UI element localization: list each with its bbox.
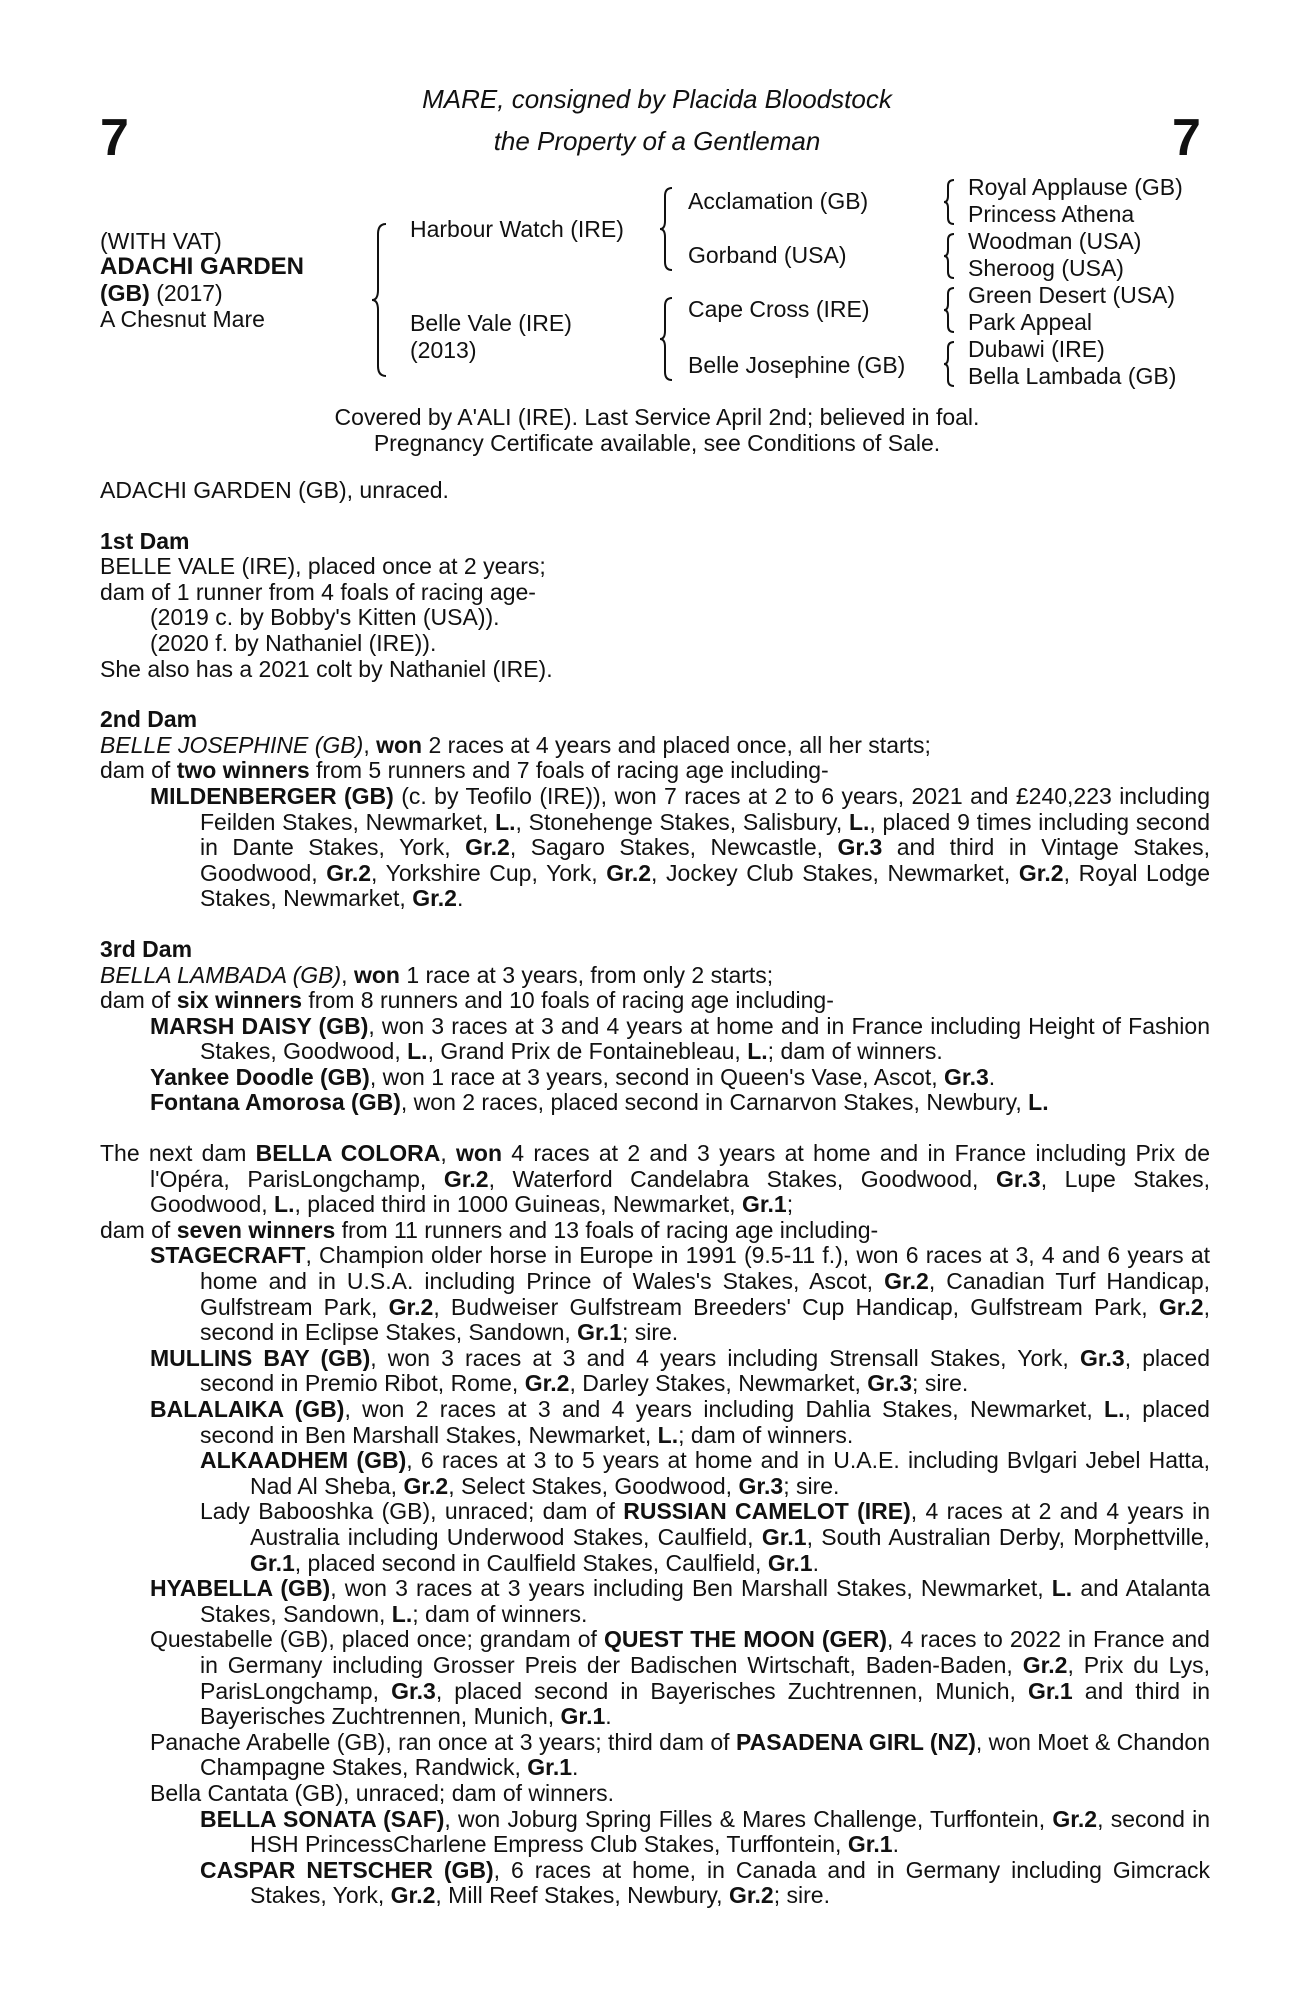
dam1-title: 1st Dam [100,527,190,554]
pedigree-sire-sire: Acclamation (GB) [688,188,869,214]
vat-label: (WITH VAT) [100,228,222,254]
next-dam-produce: dam of seven winners from 11 runners and 13 foals of racing age including- [100,1216,879,1243]
dam2-title: 2nd Dam [100,706,198,733]
pedigree-g1: Royal Applause (GB) [968,174,1183,200]
horse-name: ADACHI GARDEN [100,253,304,280]
pedigree-brace-g1 [942,178,958,226]
dam3-yankee-doodle: Yankee Doodle (GB), won 1 race at 3 years, second in Queen's Vase, Ascot, Gr.3. [150,1063,996,1090]
dam3-marsh-daisy: MARSH DAISY (GB), won 3 races at 3 and 4 years at home and in France including Height of Fashion Stakes, Goodwood, L., Grand Prix de Fontainebleau, L.; dam of winners. [150,1012,1210,1065]
dam3-fontana-amorosa: Fontana Amorosa (GB), won 2 races, placed second in Carnarvon Stakes, Newbury, L. [150,1089,1049,1116]
pedigree-g8: Bella Lambada (GB) [968,363,1177,389]
dam3-title: 3rd Dam [100,935,193,962]
pedigree-g4: Sheroog (USA) [968,255,1124,281]
next-bella-cantata: Bella Cantata (GB), unraced; dam of winners. [150,1779,615,1806]
lot-number-left: 7 [100,109,129,167]
pedigree-brace-sire [658,186,676,272]
dam2-line-1: BELLE JOSEPHINE (GB), won 2 races at 4 years and placed once, all her starts; [100,731,931,758]
dam3-line-2: dam of six winners from 8 runners and 10 foals of racing age including- [100,987,834,1014]
horse-country-year [100,280,223,306]
pedigree-dam-sire: Cape Cross (IRE) [688,296,870,322]
next-lady-babooshka: Lady Babooshka (GB), unraced; dam of RUSSIAN CAMELOT (IRE), 4 races at 2 and 4 years in Australia including Underwood Stakes, Caulfield, Gr.1, South Australian Derby, Morphettville, Gr.1, placed second in Caulfield Stakes, Caulfield, Gr.1. [200,1498,1210,1576]
next-hyabella: HYABELLA (GB), won 3 races at 3 years including Ben Marshall Stakes, Newmarket, L. and Atalanta Stakes, Sandown, L.; dam of winners. [150,1575,1210,1627]
dam1-line-5: She also has a 2021 colt by Nathaniel (IRE). [100,655,553,682]
covered-line-2: Pregnancy Certificate available, see Conditions of Sale. [373,430,941,456]
pedigree-brace-dam [658,296,676,382]
next-questabelle: Questabelle (GB), placed once; grandam of QUEST THE MOON (GER), 4 races to 2022 in France and in Germany including Grosser Preis der Badischen Wirtschaft, Baden-Baden, Gr.2, Prix du Lys, ParisLongchamp, Gr.3, placed second in Bayerisches Zuchtrennen, Munich, Gr.1 and third in Bayerisches Zuchtrennen, Munich, Gr.1. [150,1626,1210,1730]
pedigree-brace-main [370,222,392,378]
dam1-line-2: dam of 1 runner from 4 foals of racing age- [100,578,536,605]
consignment-line: MARE, consigned by Placida Bloodstock [422,84,892,114]
property-line: the Property of a Gentleman [493,126,821,156]
catalogue-body [100,478,1210,1909]
covered-note [0,404,1314,456]
lot-number-right: 7 [1172,109,1201,167]
dam2-line-2: dam of two winners from 5 runners and 7 foals of racing age including- [100,757,829,784]
dam3-line-1: BELLA LAMBADA (GB), won 1 race at 3 years, from only 2 starts; [100,961,774,988]
pedigree-brace-g3 [942,286,958,334]
covered-line-1: Covered by A'ALI (IRE). Last Service April 2nd; believed in foal. [334,404,980,430]
horse-year: (2017) [156,280,223,306]
pedigree-brace-g2 [942,232,958,280]
pedigree-sire: Harbour Watch (IRE) [410,216,624,242]
next-caspar-netscher: CASPAR NETSCHER (GB), 6 races at home, in Canada and in Germany including Gimcrack Stakes, York, Gr.2, Mill Reef Stakes, Newbury, Gr.2; sire. [200,1856,1210,1909]
pedigree-dam-dam: Belle Josephine (GB) [688,352,906,378]
pedigree-g6: Park Appeal [968,309,1093,335]
horse-description: A Chesnut Mare [100,306,265,332]
pedigree-g7: Dubawi (IRE) [968,336,1105,362]
dam1-line-4: (2020 f. by Nathaniel (IRE)). [150,629,437,656]
next-dam-line: The next dam BELLA COLORA, won 4 races at 2 and 3 years at home and in France including Prix de l'Opéra, ParisLongchamp, Gr.2, Waterford Candelabra Stakes, Goodwood, Gr.3, Lupe Stakes, Goodwood, L., placed third in 1000 Guineas, Newmarket, Gr.1; [100,1140,1211,1218]
dam1-line-3: (2019 c. by Bobby's Kitten (USA)). [150,604,500,631]
pedigree-g2: Princess Athena [968,201,1135,227]
pedigree-dam-year: (2013) [410,337,477,363]
next-panache-arabelle: Panache Arabelle (GB), ran once at 3 years; third dam of PASADENA GIRL (NZ), won Moet & Chandon Champagne Stakes, Randwick, Gr.1. [150,1728,1210,1781]
next-bella-sonata: BELLA SONATA (SAF), won Joburg Spring Filles & Mares Challenge, Turffontein, Gr.2, second in HSH PrincessCharlene Empress Club Stakes, Turffontein, Gr.1. [200,1805,1211,1858]
dam1-line-1: BELLE VALE (IRE), placed once at 2 years; [100,553,546,580]
pedigree-sire-dam: Gorband (USA) [688,242,847,268]
intro-line: ADACHI GARDEN (GB), unraced. [100,477,449,503]
pedigree-g5: Green Desert (USA) [968,282,1176,308]
horse-country: (GB) [100,280,150,306]
pedigree-brace-g4 [942,340,958,388]
dam2-mildenberger: MILDENBERGER (GB) (c. by Teofilo (IRE)), won 7 races at 2 to 6 years, 2021 and £240,223 including Feilden Stakes, Newmarket, L., Stonehenge Stakes, Salisbury, L., placed 9 times including second in Dante Stakes, York, Gr.2, Sagaro Stakes, Newcastle, Gr.3 and third in Vintage Stakes, Goodwood, Gr.2, Yorkshire Cup, York, Gr.2, Jockey Club Stakes, Newmarket, Gr.2, Royal Lodge Stakes, Newmarket, Gr.2. [150,782,1211,912]
next-stagecraft: STAGECRAFT, Champion older horse in Europe in 1991 (9.5-11 f.), won 6 races at 3, 4 and 6 years at home and in U.S.A. including Prince of Wales's Stakes, Ascot, Gr.2, Canadian Turf Handicap, Gulfstream Park, Gr.2, Budweiser Gulfstream Breeders' Cup Handicap, Gulfstream Park, Gr.2, second in Eclipse Stakes, Sandown, Gr.1; sire. [150,1242,1210,1346]
next-balalaika: BALALAIKA (GB), won 2 races at 3 and 4 years including Dahlia Stakes, Newmarket, L., placed second in Ben Marshall Stakes, Newmarket, L.; dam of winners. [150,1396,1210,1448]
pedigree-g3: Woodman (USA) [968,228,1142,254]
pedigree-dam: Belle Vale (IRE) [410,310,572,336]
next-alkaadhem: ALKAADHEM (GB), 6 races at 3 to 5 years at home and in U.A.E. including Bvlgari Jebel Hatta, Nad Al Sheba, Gr.2, Select Stakes, Goodwood, Gr.3; sire. [200,1447,1210,1499]
next-mullins-bay: MULLINS BAY (GB), won 3 races at 3 and 4 years including Strensall Stakes, York, Gr.3, placed second in Premio Ribot, Rome, Gr.2, Darley Stakes, Newmarket, Gr.3; sire. [150,1344,1211,1397]
